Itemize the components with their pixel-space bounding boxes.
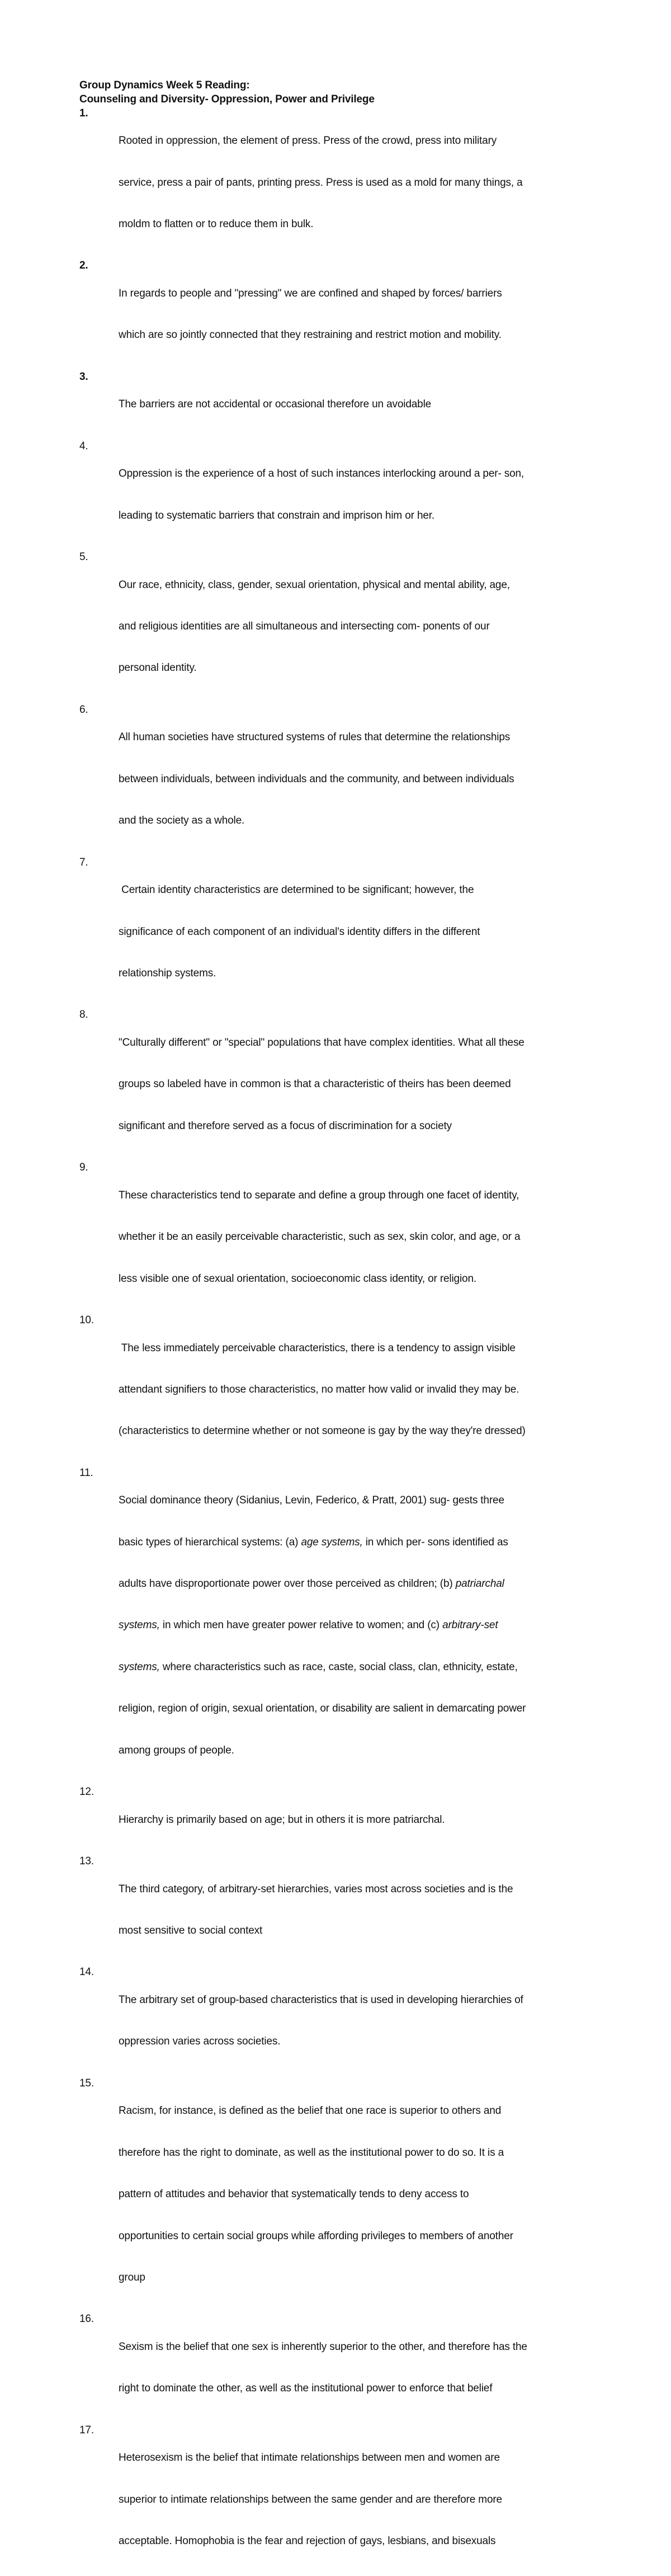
list-item — [79, 551, 599, 703]
item-text: Oppression is the experience of a host of such instances interlocking around a per- son, leading to systematic barriers that constrain and imprison him or her. — [119, 468, 524, 521]
list-item — [79, 856, 599, 1009]
list-item — [79, 259, 599, 370]
item-number: 12. — [79, 1786, 94, 1798]
item-text: These characteristics tend to separate and define a group through one facet of identity, whether it be an easily perceivable characteristic, such as sex, skin color, and age, or a less visible one of sexual orientation, socioeconomic class identity, or religion. — [119, 1189, 521, 1285]
item-number: 7. — [79, 856, 88, 868]
item-text: Rooted in oppression, the element of press. Press of the crowd, press into military service, press a pair of pants, printing press. Press is used as a mold for many things, a moldm to flatten or to reduce them in bulk. — [119, 135, 523, 230]
item-text: The third category, of arbitrary-set hierarchies, varies most across societies and is the most sensitive to social context — [119, 1883, 513, 1936]
item-text: Sexism is the belief that one sex is inherently superior to the other, and therefore has the right to dominate the other, as well as the institutional power to enforce that belief — [119, 2340, 527, 2395]
list-item — [79, 440, 599, 551]
item-number: 4. — [79, 440, 88, 452]
item-number: 10. — [79, 1314, 94, 1326]
numbered-list — [79, 107, 599, 2576]
item-number: 17. — [79, 2424, 94, 2436]
item-number: 3. — [79, 370, 88, 383]
item-text: Hierarchy is primarily based on age; but in others it is more patriarchal. — [119, 1813, 445, 1826]
document-subtitle: Counseling and Diversity- Oppression, Power and Privilege — [79, 93, 375, 105]
document-page — [79, 79, 599, 2576]
item-number: 2. — [79, 260, 88, 272]
item-text: Heterosexism is the belief that intimate relationships between men and women are superior to intimate relationships between the same gender and are therefore more acceptable. Homophobia is the fear and rejection of gays, lesbians, and bisexuals — [119, 2452, 502, 2547]
list-item — [79, 2312, 599, 2423]
item-number: 9. — [79, 1162, 88, 1174]
list-item — [79, 107, 599, 260]
list-item — [79, 1314, 599, 1466]
item-number: 5. — [79, 551, 88, 563]
item-text: In regards to people and "pressing" we are confined and shaped by forces/ barriers which are so jointly connected that they restraining and restrict motion and mobility. — [119, 287, 502, 341]
item-number: 8. — [79, 1009, 88, 1021]
list-item — [79, 1466, 599, 1785]
list-item — [79, 1785, 599, 1855]
item-text: The arbitrary set of group-based characteristics that is used in developing hierarchies of oppression varies across societies. — [119, 1994, 523, 2048]
item-text: "Culturally different" or "special" populations that have complex identities. What all these groups so labeled have in common is that a characteristic of theirs has been deemed significant and therefore served as a focus of discrimination for a society — [119, 1036, 524, 1132]
list-item — [79, 370, 599, 440]
item-number: 11. — [79, 1466, 93, 1479]
item-text: Social dominance theory (Sidanius, Levin, Federico, & Pratt, 2001) sug- gests three basic types of hierarchical systems: (a) age systems, in which per- sons identified as adults have disproportionate power over those perceived as children; (b) patriarchal systems, in which men have greater power relative to women; and (c) arbitrary-set systems, where characteristics such as race, caste, social class, clan, ethnicity, estate, religion, region of origin, sexual orientation, or disability are salient in demarcating power among groups of people. — [119, 1494, 526, 1756]
item-text: The barriers are not accidental or occasional therefore un avoidable — [119, 398, 432, 411]
list-item — [79, 2077, 599, 2313]
item-number: 16. — [79, 2313, 94, 2325]
document-title: Group Dynamics Week 5 Reading: — [79, 79, 250, 91]
item-text: The less immediately perceivable characteristics, there is a tendency to assign visible attendant signifiers to those characteristics, no matter how valid or invalid they may be. (characteristics to determine whether or not someone is gay by the way they're dressed) — [119, 1342, 526, 1437]
item-text: Our race, ethnicity, class, gender, sexual orientation, physical and mental ability, age, and religious identities are all simultaneous and intersecting com- ponents of our personal identity. — [119, 579, 510, 674]
item-number: 15. — [79, 2077, 94, 2089]
list-item — [79, 1855, 599, 1966]
list-item — [79, 2424, 599, 2576]
item-text: Racism, for instance, is defined as the belief that one race is superior to others and therefore has the right to dominate, as well as the institutional power to do so. It is a pattern of attitudes and behavior that systematically tends to deny access to opportunities to certain social groups while affording privileges to members of another group — [119, 2105, 513, 2283]
list-item — [79, 1008, 599, 1161]
list-item — [79, 703, 599, 856]
item-number: 14. — [79, 1966, 94, 1978]
list-item — [79, 1966, 599, 2076]
item-number: 13. — [79, 1855, 94, 1867]
item-number: 1. — [79, 107, 88, 119]
item-number: 6. — [79, 703, 88, 716]
list-item — [79, 1161, 599, 1314]
item-text: All human societies have structured systems of rules that determine the relationships between individuals, between individuals and the community, and between individuals and the society as a whole. — [119, 731, 514, 827]
item-text: Certain identity characteristics are determined to be significant; however, the significance of each component of an individual's identity differs in the different relationship systems. — [119, 884, 480, 979]
